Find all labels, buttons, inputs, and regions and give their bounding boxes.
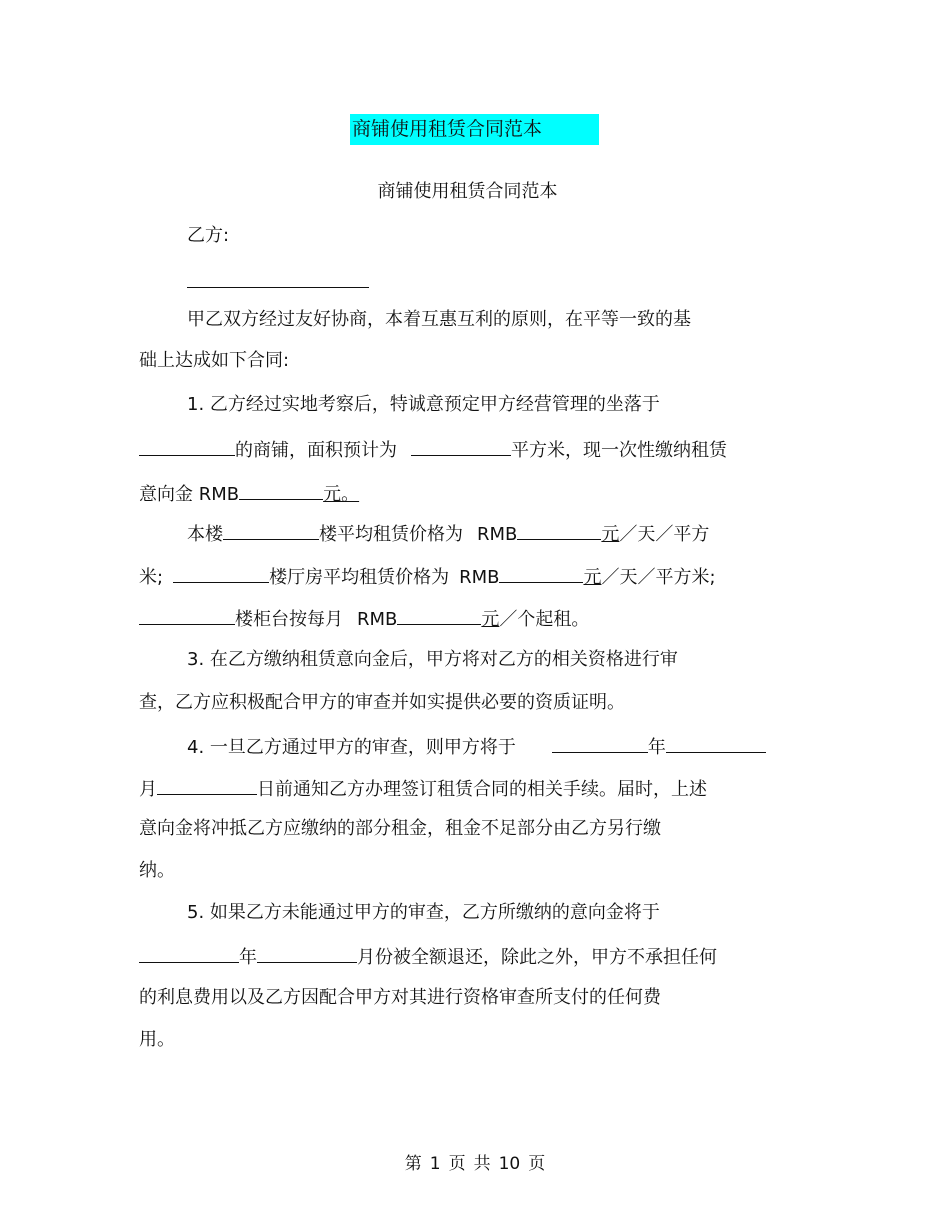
text: 楼柜台按每月 (235, 609, 343, 630)
blank (517, 520, 601, 540)
clause-4-line-2 (139, 775, 707, 802)
clause-4-line-1 (187, 733, 766, 760)
text: 元 (481, 609, 500, 630)
footer-text: 第 (404, 1154, 422, 1174)
text: 年 (239, 947, 257, 968)
blank (139, 605, 235, 625)
blank (139, 436, 235, 456)
page-footer (0, 1153, 950, 1175)
text: 本楼 (187, 524, 223, 545)
blank (552, 733, 648, 753)
clause-2-line-2 (139, 563, 716, 590)
clause-1-line-3 (139, 480, 359, 507)
clause-5-line-3: 的利息费用以及乙方因配合甲方对其进行资格审查所支付的任何费 (139, 987, 661, 1008)
party-b-blank-line (187, 268, 369, 295)
text: 楼平均租赁价格为 (319, 524, 463, 545)
intro-line-1: 甲乙双方经过友好协商，本着互惠互利的原则，在平等一致的基 (187, 309, 691, 330)
text: 元 (583, 567, 602, 588)
clause-2-line-1 (187, 520, 709, 547)
blank (397, 605, 481, 625)
blank (139, 943, 239, 963)
clause-3-line-1: 3. 在乙方缴纳租赁意向金后，甲方将对乙方的相关资格进行审 (187, 649, 678, 670)
blank (157, 775, 257, 795)
text: 意向金 RMB (139, 484, 240, 505)
blank (173, 563, 269, 583)
text: 楼厅房平均租赁价格为 (269, 567, 450, 588)
text: 4. 一旦乙方通过甲方的审查，则甲方将于 (187, 737, 516, 758)
text: 月 (139, 779, 157, 800)
party-b-label: 乙方: (187, 225, 230, 246)
text: 的商铺，面积预计为 (235, 440, 397, 461)
blank (187, 268, 369, 288)
blank (499, 563, 583, 583)
text: ／个起租。 (499, 609, 590, 630)
blank (239, 480, 323, 500)
text: 元 (601, 524, 620, 545)
clause-4-line-3: 意向金将冲抵乙方应缴纳的部分租金，租金不足部分由乙方另行缴 (139, 818, 661, 839)
current-page-number: 1 (429, 1154, 441, 1174)
clause-5-line-2 (139, 943, 717, 970)
text: 日前通知乙方办理签订租赁合同的相关手续。届时，上述 (257, 779, 707, 800)
clause-1-line-1: 1. 乙方经过实地考察后，特诚意预定甲方经营管理的坐落于 (187, 394, 660, 415)
blank (666, 733, 766, 753)
footer-text: 共 (473, 1154, 491, 1174)
text: RMB (477, 524, 518, 545)
footer-text: 页 (528, 1154, 546, 1174)
footer-text: 页 (448, 1154, 466, 1174)
clause-3-line-2: 查，乙方应积极配合甲方的审查并如实提供必要的资质证明。 (139, 692, 625, 713)
clause-2-line-3 (139, 605, 589, 632)
text: 平方米，现一次性缴纳租赁 (511, 440, 727, 461)
text: 月份被全额退还，除此之外，甲方不承担任何 (357, 947, 717, 968)
header-title: 商铺使用租赁合同范本 (350, 114, 599, 145)
text: 年 (647, 737, 666, 758)
blank (411, 436, 511, 456)
intro-line-2: 础上达成如下合同: (139, 350, 290, 371)
total-page-number: 10 (498, 1154, 521, 1174)
clause-1-line-2 (139, 436, 727, 463)
document-subtitle: 商铺使用租赁合同范本 (377, 181, 558, 202)
clause-5-line-1: 5. 如果乙方未能通过甲方的审查，乙方所缴纳的意向金将于 (187, 902, 660, 923)
blank (257, 943, 357, 963)
clause-5-line-4: 用。 (139, 1029, 175, 1050)
text: RMB (357, 609, 398, 630)
clause-4-line-4: 纳。 (139, 860, 175, 881)
text: 米; (139, 567, 164, 588)
text: RMB (459, 567, 500, 588)
text: ／天／平方 (619, 524, 710, 545)
text: ／天／平方米; (601, 567, 716, 588)
blank (223, 520, 319, 540)
text: 元。 (323, 484, 360, 505)
